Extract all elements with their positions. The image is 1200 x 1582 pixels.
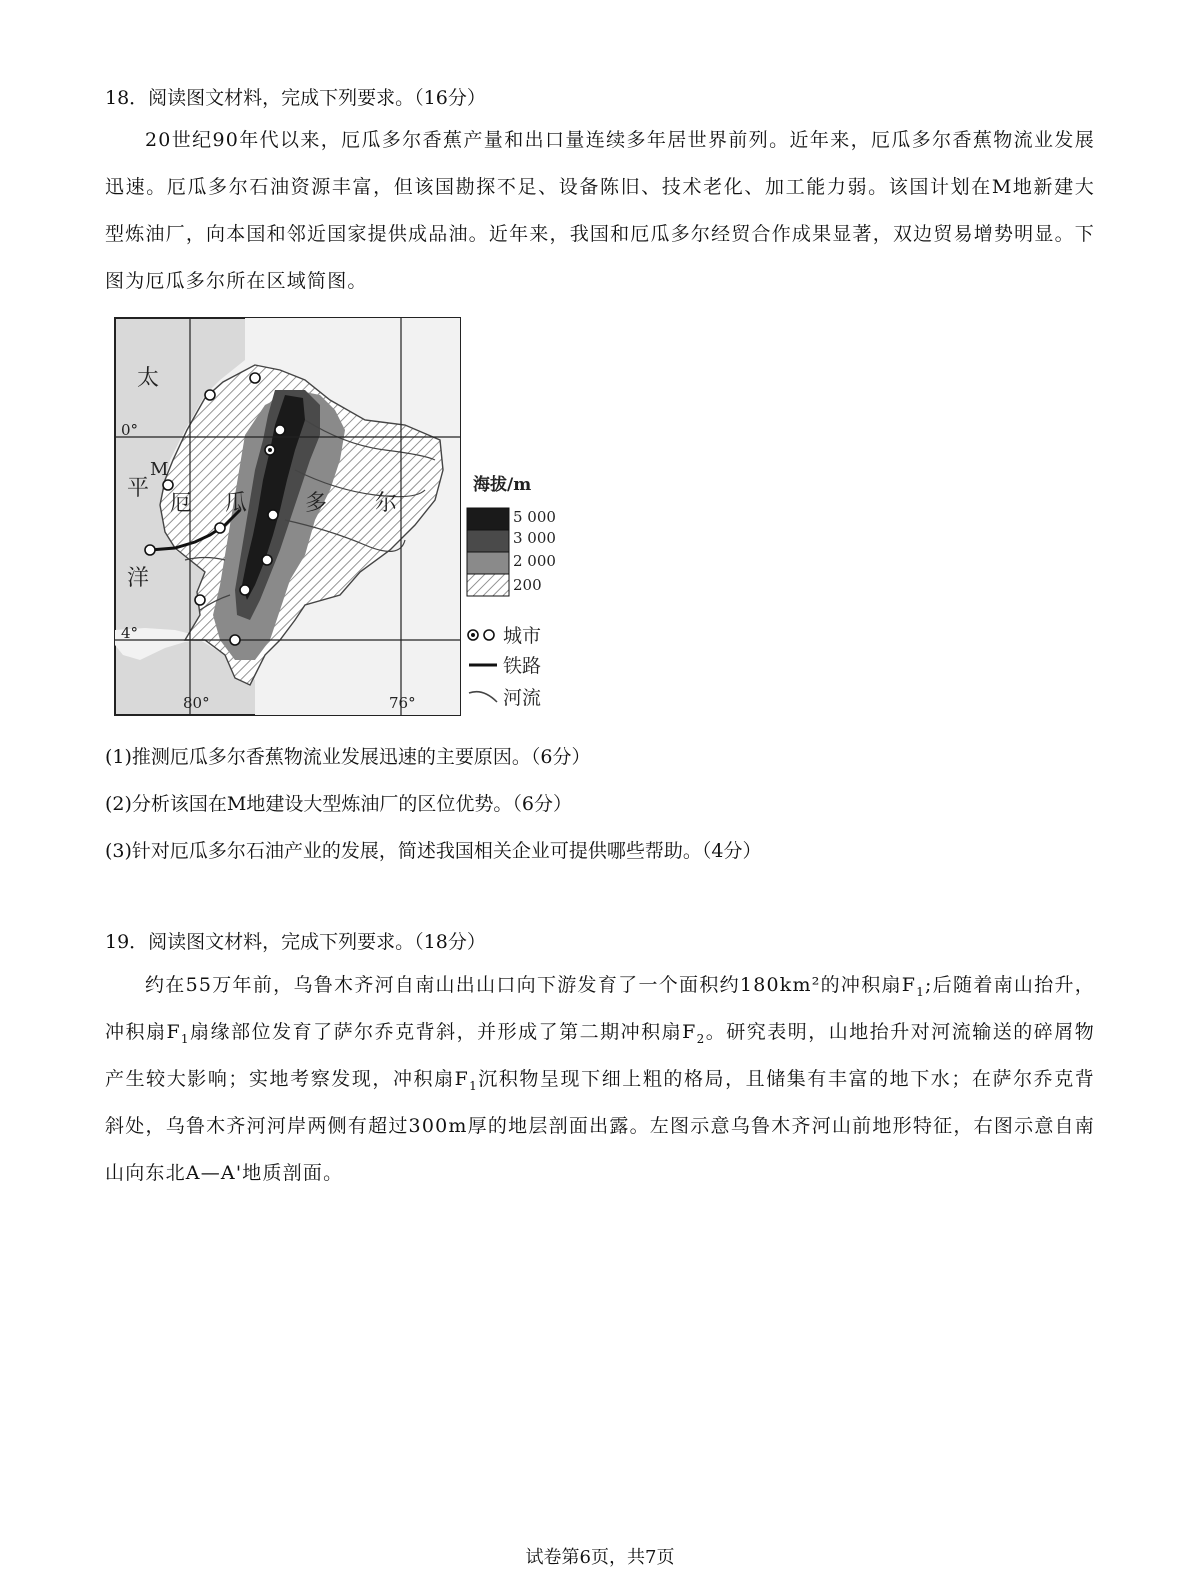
map-legend	[467, 474, 556, 709]
city-marker	[250, 373, 260, 383]
q18-title: 18．阅读图文材料，完成下列要求。（16分）	[105, 87, 486, 109]
legend-city: 城市	[503, 625, 542, 647]
legend-river: 河流	[503, 687, 542, 709]
country-char-2: 瓜	[225, 491, 248, 516]
country-char-3: 多	[305, 491, 328, 516]
q18-question-1: (1)推测厄瓜多尔香蕉物流业发展迅速的主要原因。（6分）	[105, 746, 591, 768]
legend-val-2000: 2 000	[513, 552, 556, 570]
legend-val-200: 200	[513, 576, 542, 594]
page-footer: 试卷第6页，共7页	[525, 1547, 675, 1568]
city-marker	[230, 635, 240, 645]
legend-rail: 铁路	[503, 655, 542, 677]
lat-label-4: 4°	[121, 624, 139, 642]
lon-label-76: 76°	[389, 694, 416, 712]
city-marker	[145, 545, 155, 555]
country-char-1: 厄	[170, 491, 193, 516]
ocean-char-2: 平	[127, 476, 150, 501]
city-marker	[262, 555, 272, 565]
country-char-4: 尔	[375, 491, 398, 516]
city-marker	[163, 480, 173, 490]
city-marker	[268, 510, 278, 520]
ecuador-map	[105, 310, 565, 720]
city-marker	[215, 523, 225, 533]
ocean-char-3: 洋	[127, 566, 150, 591]
m-label: M	[150, 459, 169, 480]
lat-label-0: 0°	[121, 421, 139, 439]
city-marker	[195, 595, 205, 605]
lon-label-80: 80°	[183, 694, 210, 712]
city-marker	[240, 585, 250, 595]
q18-paragraph: 20世纪90年代以来，厄瓜多尔香蕉产量和出口量连续多年居世界前列。近年来，厄瓜多尔香蕉物流业发展迅速。厄瓜多尔石油资源丰富，但该国勘探不足、设备陈旧、技术老化、加工能力弱。该国计划在M地新建大型炼油厂，向本国和邻近国家提供成品油。近年来，我国和厄瓜多尔经贸合作成果显著，双边贸易增势明显。下图为厄瓜多尔所在区域简图。	[105, 129, 1095, 292]
q19-title: 19．阅读图文材料，完成下列要求。（18分）	[105, 931, 486, 953]
city-marker	[275, 425, 285, 435]
q19-paragraph: 约在55万年前，乌鲁木齐河自南山出山口向下游发育了一个面积约180km²的冲积扇$F_1$;后随着南山抬升，冲积扇$F_1$扇缘部位发育了萨尔乔克背斜，并形成了第二期冲积扇$F_2$。研究表明，山地抬升对河流输送的碎屑物产生较大影响；实地考察发现，冲积扇$F_1$沉积物呈现下细上粗的格局，且储集有丰富的地下水；在萨尔乔克背斜处，乌鲁木齐河河岸两侧有超过300m厚的地层剖面出露。左图示意乌鲁木齐河山前地形特征，右图示意自南山向东北A—A'地质剖面。	[105, 974, 1095, 1184]
ocean-char-1: 太	[137, 366, 160, 391]
city-marker	[205, 390, 215, 400]
q18-question-3: (3)针对厄瓜多尔石油产业的发展，简述我国相关企业可提供哪些帮助。（4分）	[105, 840, 762, 862]
legend-title: 海拔/m	[473, 475, 532, 495]
q18-question-2: (2)分析该国在M地建设大型炼油厂的区位优势。（6分）	[105, 793, 572, 815]
legend-val-3000: 3 000	[513, 529, 556, 547]
legend-val-5000: 5 000	[513, 508, 556, 526]
